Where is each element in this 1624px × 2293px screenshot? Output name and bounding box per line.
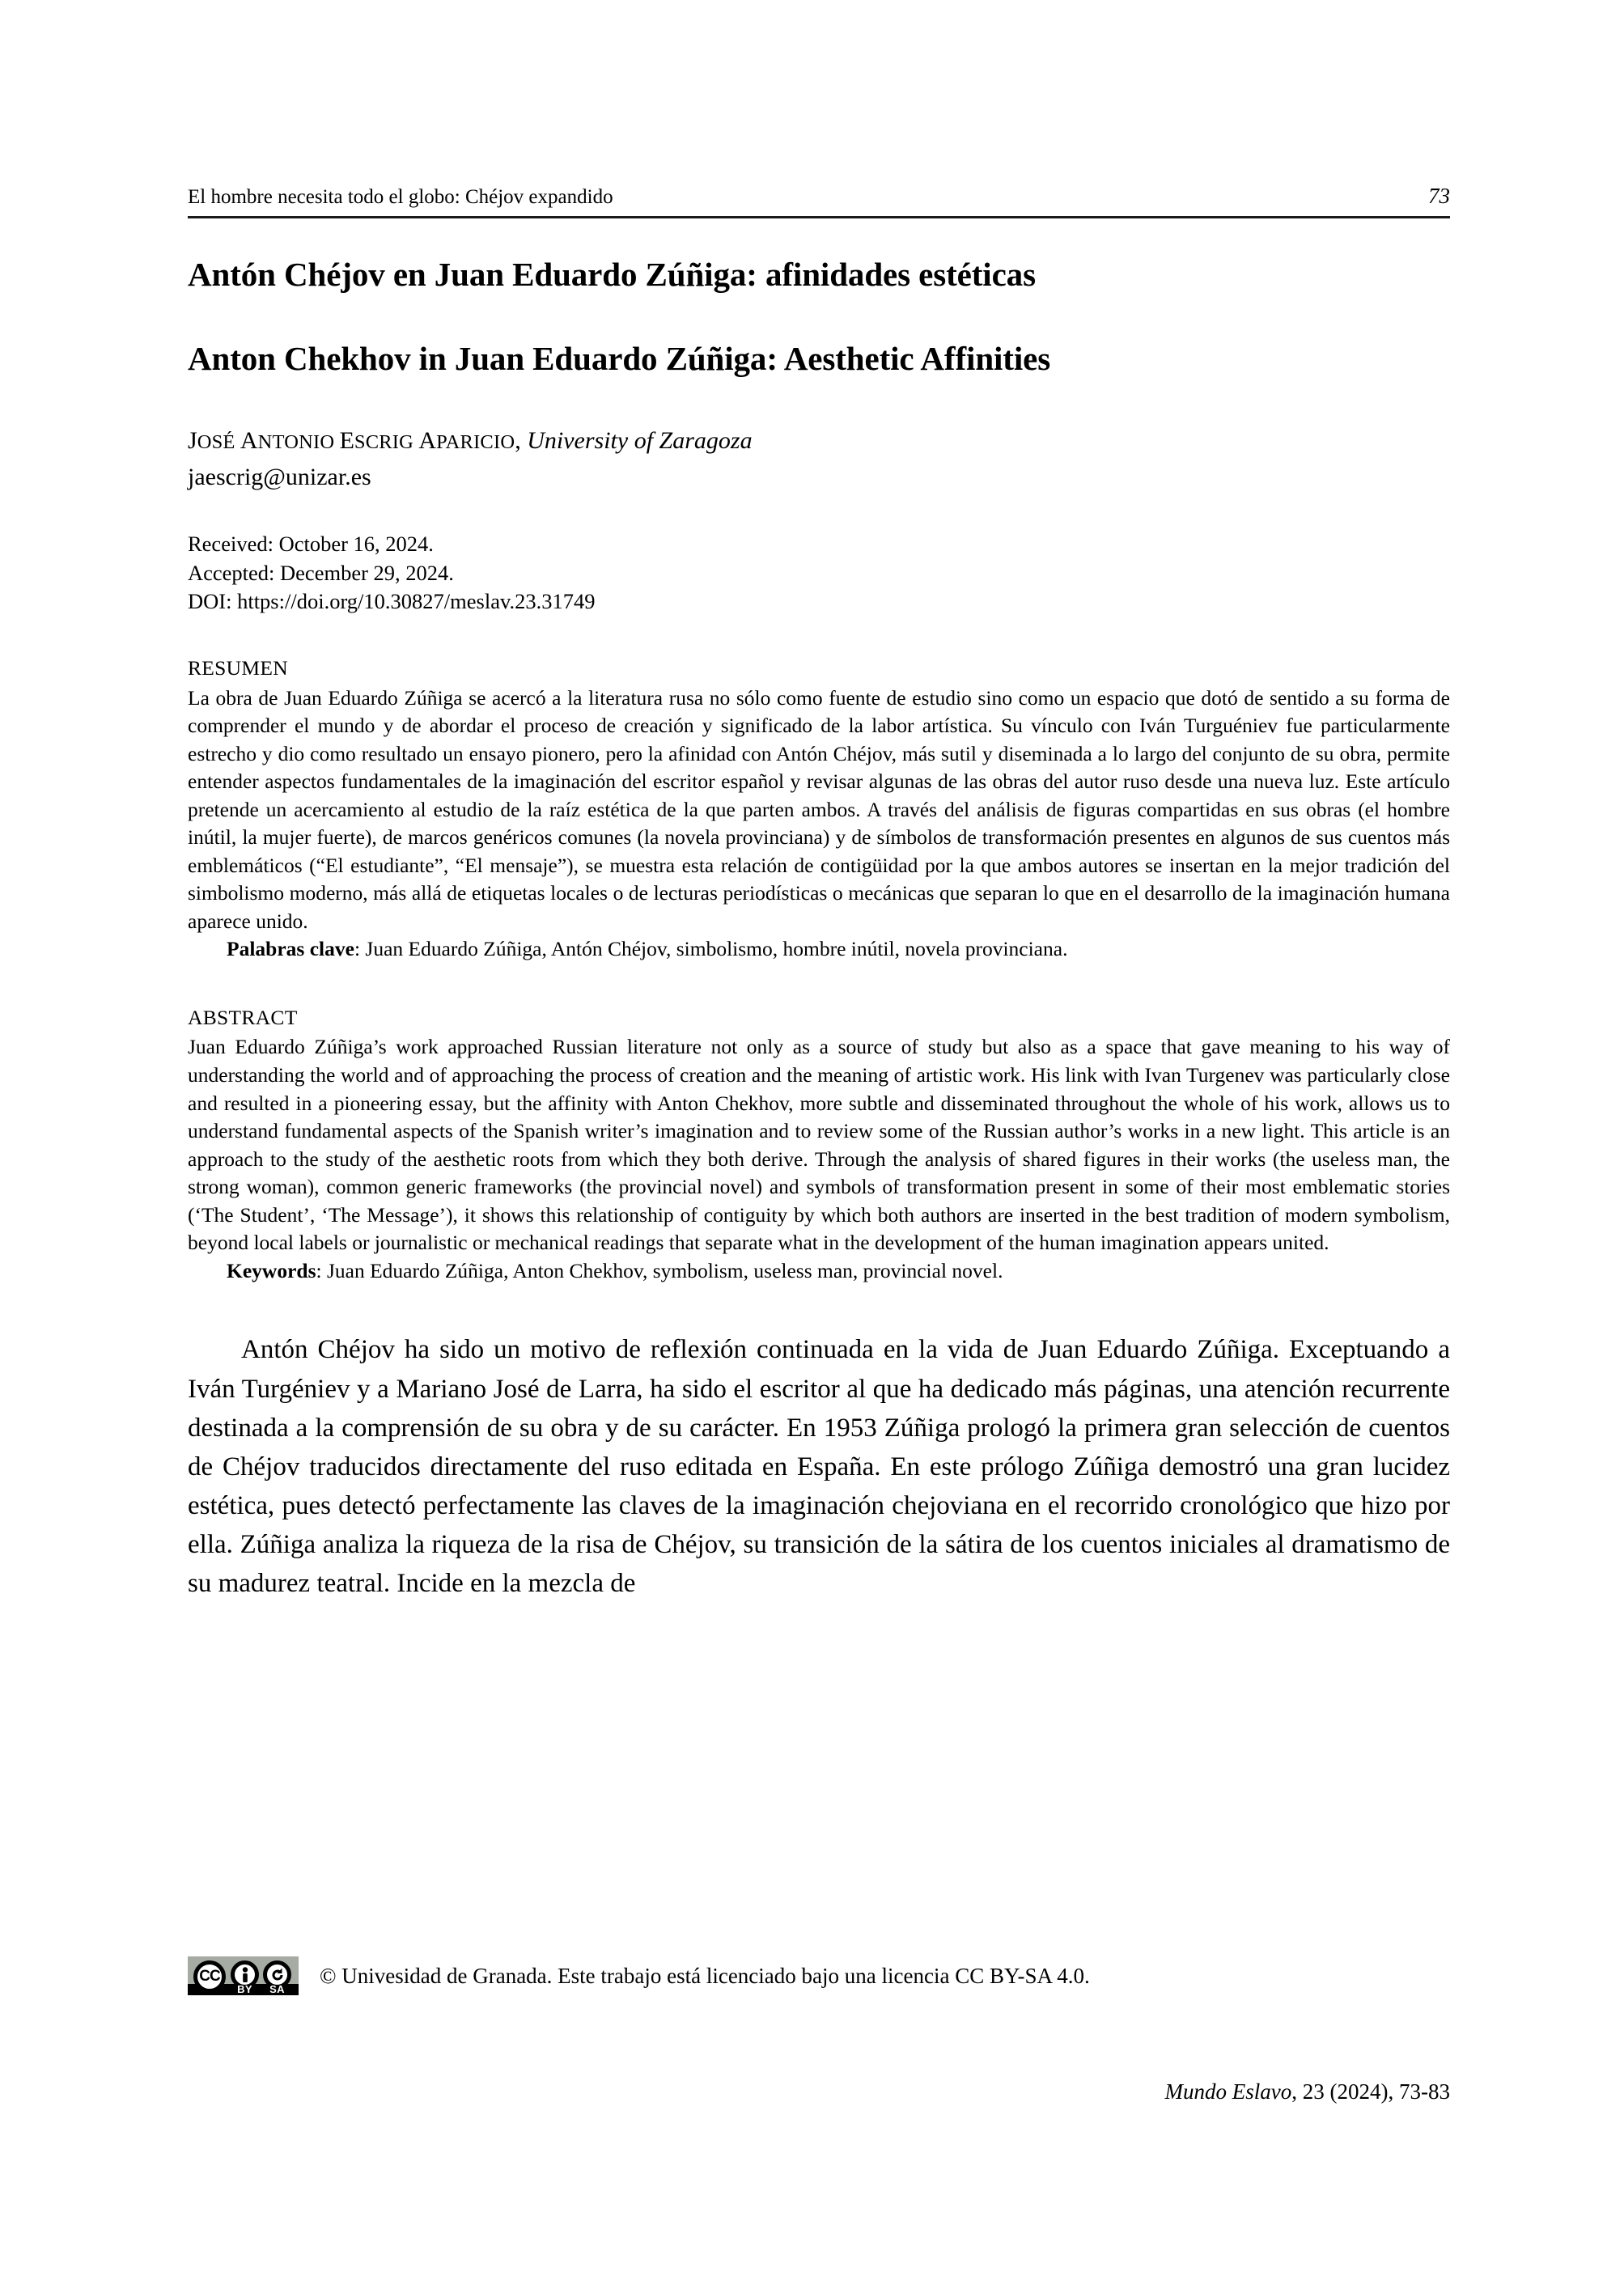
author-name-part: E [339, 427, 354, 455]
author-name-part: PARICIO [436, 431, 515, 454]
accepted-date: Accepted: December 29, 2024. [188, 560, 454, 585]
author-name-part: J [188, 427, 197, 455]
author-name-part: NTONIO [257, 431, 340, 454]
circular-arrow-glyph [269, 1966, 286, 1984]
resumen-body: La obra de Juan Eduardo Zúñiga se acercó a la literatura rusa no sólo como fuente de estudio sino como un espacio que dotó de sentido a su forma de comprender el mundo y de abordar el proceso de creación y significado de la labor artística. Su vínculo con Iván Turguéniev fue particularmente estrecho y dio como resultado un ensayo pionero, pero la afinidad con Antón Chéjov, más sutil y diseminada a lo largo del conjunto de su obra, permite entender aspectos fundamentales de la imaginación del escritor español y revisar algunas de las obras del autor ruso desde una nueva luz. Este artículo pretende un acercamiento al estudio de la raíz estética de la que parten ambos. A través del análisis de figuras compartidas en sus obras (el hombre inútil, la mujer fuerte), de marcos genéricos comunes (la novela provinciana) y de símbolos de transformación presentes en algunos de sus cuentos más emblemáticos (“El estudiante”, “El mensaje”), se muestra esta relación de contigüidad por la que ambos autores se insertan en la mejor tradición del simbolismo moderno, más allá de etiquetas locales o de lecturas periodísticas o mecánicas que separan lo que en el desarrollo de la imaginación humana aparece unido. [188, 685, 1450, 933]
author-name [188, 427, 515, 454]
cc-icon: CC [193, 1960, 226, 1993]
author-separator: , [515, 427, 528, 455]
page-number: 73 [1428, 184, 1450, 208]
running-head [188, 184, 1450, 209]
body-paragraph: Antón Chéjov ha sido un motivo de reflexión continuada en la vida de Juan Eduardo Zúñiga. Exceptuando a Iván Turgéniev y a Mariano José de Larra, ha sido el escritor al que ha dedicado más páginas, una atención recurrente destinada a la comprensión de su obra y de su carácter. En 1953 Zúñiga prologó la primera gran selección de cuentos de Chéjov traducidos directamente del ruso editada en España. En este prólogo Zúñiga demostró una gran lucidez estética, pues detectó perfectamente las claves de la imaginación chejoviana en el recorrido cronológico que hizo por ella. Zúñiga analiza la riqueza de la risa de Chéjov, su transición de la sátira de los cuentos iniciales al dramatismo de su madurez teatral. Incide en la mezcla de [188, 1335, 1450, 1599]
author-name-part: A [418, 427, 437, 455]
article-title-spanish: Antón Chéjov en Juan Eduardo Zúñiga: afinidades estéticas [188, 255, 1036, 293]
author-affiliation-line [188, 425, 1450, 456]
running-head-title: El hombre necesita todo el globo: Chéjov expandido [188, 186, 613, 208]
resumen-keywords-value: : Juan Eduardo Zúñiga, Antón Chéjov, simbolismo, hombre inútil, novela provinciana. [354, 937, 1068, 961]
abstract-heading: ABSTRACT [188, 1006, 298, 1030]
received-date: Received: October 16, 2024. [188, 532, 434, 557]
author-name-part: SCRIG [354, 431, 419, 454]
abstract-keywords-label: Keywords [227, 1258, 316, 1282]
resumen-section [188, 655, 1450, 964]
author-affiliation: University of Zaragoza [527, 427, 753, 455]
journal-citation [1165, 2079, 1450, 2104]
resumen-heading: RESUMEN [188, 656, 288, 680]
author-email[interactable]: jaescrig@unizar.es [188, 464, 371, 491]
author-name-part: OSÉ [197, 431, 240, 454]
person-glyph [237, 1966, 253, 1984]
by-label: BY [237, 1983, 252, 1995]
page-content [188, 184, 1450, 1630]
doi-line[interactable]: DOI: https://doi.org/10.30827/meslav.23.31749 [188, 588, 596, 613]
resumen-keywords-label: Palabras clave [227, 937, 354, 961]
journal-issue-pages: , 23 (2024), 73-83 [1291, 2079, 1450, 2104]
license-footer [188, 1956, 1090, 1995]
author-name-part: A [240, 427, 258, 455]
header-rule [188, 216, 1450, 218]
abstract-keywords [188, 1257, 1450, 1286]
creative-commons-badge-icon [188, 1956, 299, 1995]
publication-dates [188, 530, 1450, 616]
resumen-keywords [188, 935, 1450, 964]
abstract-body: Juan Eduardo Zúñiga’s work approached Russian literature not only as a source of study but also as a space that gave meaning to his way of understanding the world and of approaching the process of creation and the meaning of artistic work. His link with Ivan Turgenev was particularly close and resulted in a pioneering essay, but the affinity with Anton Chekhov, more subtle and disseminated throughout the whole of his work, allows us to understand fundamental aspects of the Spanish writer’s imagination and to review some of the Russian author’s works in a new light. This article is an approach to the study of the aesthetic roots from which they both derive. Through the analysis of shared figures in their works (the useless man, the strong woman), common generic frameworks (the provincial novel) and symbols of transformation present in some of their most emblematic stories (‘The Student’, ‘The Message’), it shows this relationship of contiguity by which both authors are inserted in the best tradition of modern symbolism, beyond local labels or journalistic or mechanical readings that separate what in the development of the human imagination appears united. [188, 1035, 1450, 1255]
sa-label: SA [269, 1983, 285, 1995]
article-title-english: Anton Chekhov in Juan Eduardo Zúñiga: Aesthetic Affinities [188, 340, 1051, 378]
license-text: © Univesidad de Granada. Este trabajo está licenciado bajo una licencia CC BY-SA 4.0. [320, 1963, 1090, 1988]
abstract-section [188, 1004, 1450, 1285]
abstract-keywords-value: : Juan Eduardo Zúñiga, Anton Chekhov, symbolism, useless man, provincial novel. [316, 1258, 1003, 1282]
journal-name: Mundo Eslavo [1164, 2079, 1292, 2104]
